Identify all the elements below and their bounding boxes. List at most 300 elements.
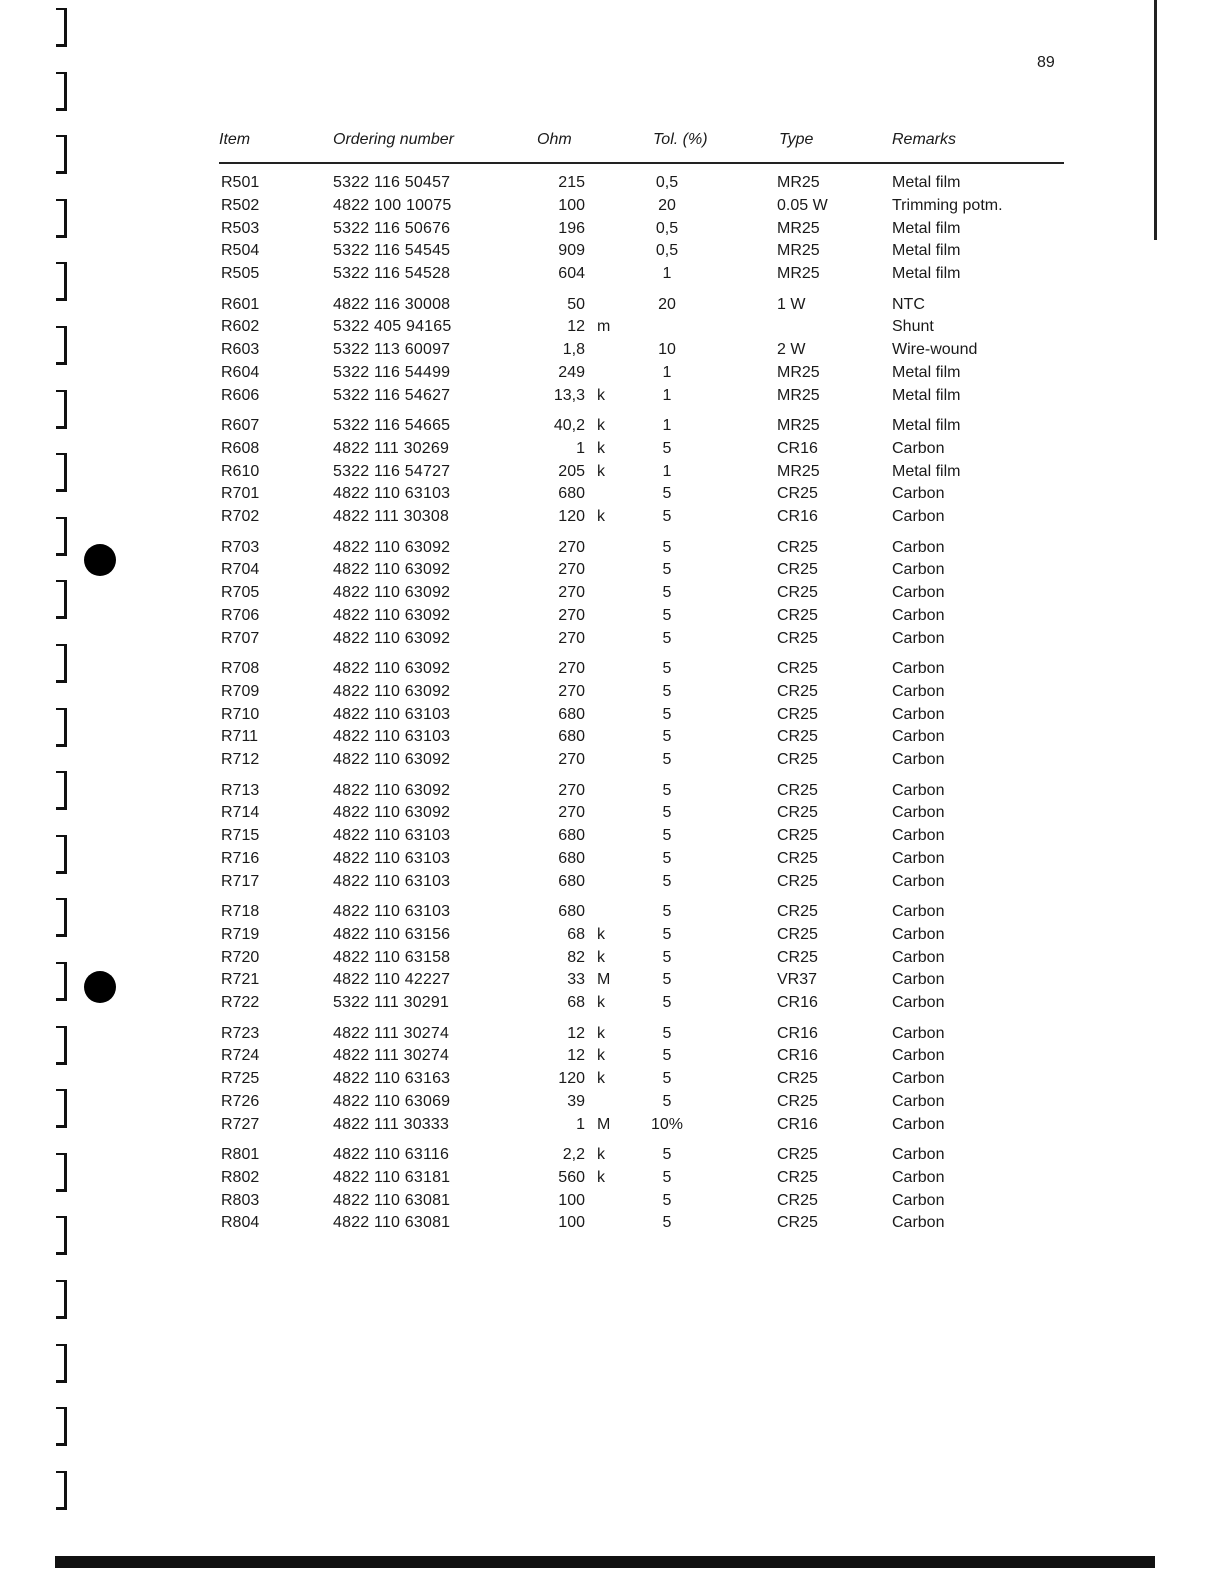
cell-ohm: 680 <box>558 903 585 920</box>
table-row <box>219 827 1064 849</box>
cell-ordering-number: 4822 110 63092 <box>333 781 451 799</box>
cell-type: CR25 <box>777 1191 818 1209</box>
table-row <box>219 903 1064 925</box>
cell-type: CR25 <box>777 903 818 920</box>
cell-type: 2 W <box>777 341 806 359</box>
cell-tolerance: 5 <box>662 508 672 526</box>
table-row <box>219 873 1064 895</box>
cell-ohm: 2,2 <box>562 1146 585 1163</box>
binder-bracket <box>56 1216 67 1255</box>
cell-ordering-number: 4822 110 63103 <box>333 827 451 845</box>
header-ohm: Ohm <box>537 131 572 148</box>
cell-item: R703 <box>221 538 260 556</box>
cell-remarks: Carbon <box>892 606 945 624</box>
cell-tolerance: 20 <box>658 295 676 313</box>
cell-unit: M <box>597 1115 611 1133</box>
binder-bracket <box>56 8 67 47</box>
cell-type: CR25 <box>777 1214 818 1232</box>
cell-ohm: 680 <box>558 485 585 503</box>
cell-ohm: 196 <box>558 219 585 237</box>
cell-ohm: 270 <box>558 606 585 624</box>
cell-unit: M <box>597 971 611 989</box>
cell-remarks: Carbon <box>892 485 945 503</box>
table-row <box>219 728 1064 750</box>
table-row <box>219 242 1064 264</box>
cell-tolerance: 1 <box>662 386 672 404</box>
cell-remarks: Metal film <box>892 219 961 237</box>
cell-tolerance: 5 <box>662 1146 672 1163</box>
cell-ohm: 82 <box>567 948 585 966</box>
cell-ordering-number: 4822 111 30308 <box>333 508 450 526</box>
cell-unit: k <box>597 948 605 966</box>
binder-bracket <box>56 1280 67 1319</box>
table-row <box>219 971 1064 993</box>
cell-ordering-number: 5322 116 54627 <box>333 386 451 404</box>
cell-item: R502 <box>221 196 260 214</box>
table-row <box>219 508 1064 530</box>
cell-item: R706 <box>221 606 260 624</box>
cell-ordering-number: 4822 110 63116 <box>333 1146 450 1163</box>
cell-tolerance: 5 <box>662 827 672 845</box>
cell-ordering-number: 5322 116 54727 <box>333 462 451 480</box>
table-row <box>219 539 1064 561</box>
cell-remarks: Carbon <box>892 561 945 579</box>
cell-item: R721 <box>221 971 260 989</box>
cell-ohm: 13,3 <box>553 386 585 404</box>
punch-hole <box>84 971 116 1003</box>
cell-ohm: 33 <box>567 971 585 989</box>
table-row <box>219 387 1064 409</box>
cell-remarks: Carbon <box>892 925 945 943</box>
cell-ordering-number: 4822 110 63103 <box>333 849 451 867</box>
cell-tolerance: 5 <box>662 804 672 822</box>
cell-unit: k <box>597 462 605 480</box>
cell-type: CR25 <box>777 948 818 966</box>
cell-ohm: 270 <box>558 804 585 822</box>
cell-ordering-number: 5322 116 54545 <box>333 242 451 260</box>
table-row <box>219 782 1064 804</box>
cell-tolerance: 5 <box>662 629 672 647</box>
binder-bracket <box>56 453 67 492</box>
cell-item: R727 <box>221 1115 260 1133</box>
cell-remarks: Metal film <box>892 363 961 381</box>
cell-type: CR16 <box>777 994 818 1012</box>
cell-tolerance: 5 <box>662 561 672 579</box>
table-row <box>219 1047 1064 1069</box>
cell-ohm: 68 <box>567 994 585 1012</box>
cell-ohm: 1 <box>576 1115 585 1133</box>
cell-type: CR16 <box>777 1047 818 1065</box>
header-ordering-number: Ordering number <box>333 131 454 148</box>
binder-bracket <box>56 517 67 556</box>
header-item: Item <box>219 131 251 148</box>
binder-bracket <box>56 1026 67 1065</box>
cell-remarks: Carbon <box>892 1092 945 1110</box>
cell-item: R723 <box>221 1024 260 1042</box>
cell-ordering-number: 4822 110 63092 <box>333 660 451 677</box>
cell-item: R602 <box>221 318 260 336</box>
cell-type: 1 W <box>777 295 806 313</box>
cell-tolerance: 1 <box>662 417 672 434</box>
cell-ordering-number: 5322 116 54665 <box>333 417 451 434</box>
cell-tolerance: 5 <box>662 751 672 769</box>
cell-tolerance: 5 <box>662 1191 672 1209</box>
cell-type: CR16 <box>777 1024 818 1042</box>
table-row <box>219 994 1064 1016</box>
cell-remarks: Carbon <box>892 1047 945 1065</box>
cell-ordering-number: 4822 111 30274 <box>333 1047 450 1065</box>
cell-type: CR16 <box>777 508 818 526</box>
cell-type: MR25 <box>777 174 820 191</box>
binder-bracket <box>56 644 67 683</box>
binder-bracket <box>56 72 67 111</box>
cell-remarks: Carbon <box>892 1070 945 1088</box>
cell-ohm: 270 <box>558 629 585 647</box>
cell-ohm: 270 <box>558 660 585 677</box>
cell-ohm: 100 <box>558 1191 585 1209</box>
cell-item: R720 <box>221 948 260 966</box>
cell-tolerance: 5 <box>662 872 672 890</box>
cell-item: R725 <box>221 1070 260 1088</box>
cell-type: CR25 <box>777 1146 818 1163</box>
cell-ordering-number: 4822 110 63163 <box>333 1070 451 1088</box>
cell-ohm: 680 <box>558 827 585 845</box>
cell-remarks: Metal film <box>892 265 961 283</box>
cell-item: R722 <box>221 994 260 1012</box>
cell-type: MR25 <box>777 219 820 237</box>
page-number: 89 <box>1037 54 1055 71</box>
binder-bracket <box>56 708 67 747</box>
cell-type: CR25 <box>777 751 818 769</box>
cell-type: MR25 <box>777 363 820 381</box>
cell-type: CR25 <box>777 705 818 723</box>
cell-item: R715 <box>221 827 260 845</box>
cell-ohm: 40,2 <box>553 417 585 434</box>
cell-ohm: 249 <box>558 363 585 381</box>
cell-item: R504 <box>221 242 260 260</box>
cell-ohm: 68 <box>567 925 585 943</box>
cell-type: CR25 <box>777 1070 818 1088</box>
table-row <box>219 485 1064 507</box>
bottom-scan-edge <box>55 1556 1155 1568</box>
cell-type: MR25 <box>777 417 820 434</box>
cell-ordering-number: 4822 110 63158 <box>333 948 451 966</box>
cell-unit: k <box>597 1168 605 1186</box>
cell-item: R610 <box>221 462 260 480</box>
cell-type: CR25 <box>777 804 818 822</box>
cell-ordering-number: 4822 111 30333 <box>333 1115 450 1133</box>
table-row <box>219 1214 1064 1236</box>
punch-hole <box>84 544 116 576</box>
cell-item: R716 <box>221 849 260 867</box>
cell-tolerance: 5 <box>662 1168 672 1186</box>
cell-remarks: Carbon <box>892 728 945 746</box>
binder-margin <box>52 0 72 1540</box>
cell-item: R712 <box>221 751 260 769</box>
cell-ordering-number: 4822 116 30008 <box>333 295 451 313</box>
cell-tolerance: 0,5 <box>655 174 679 191</box>
cell-item: R726 <box>221 1092 260 1110</box>
table-row <box>219 174 1064 196</box>
cell-ohm: 1 <box>576 439 585 457</box>
binder-bracket <box>56 390 67 429</box>
cell-item: R704 <box>221 561 260 579</box>
binder-bracket <box>56 262 67 301</box>
cell-ordering-number: 4822 111 30269 <box>333 439 450 457</box>
cell-ordering-number: 4822 110 63069 <box>333 1092 451 1110</box>
header-type: Type <box>779 131 814 148</box>
cell-remarks: Carbon <box>892 849 945 867</box>
cell-type: CR25 <box>777 781 818 799</box>
cell-unit: k <box>597 508 605 526</box>
cell-ordering-number: 4822 111 30274 <box>333 1024 450 1042</box>
cell-tolerance: 1 <box>662 265 672 283</box>
cell-ohm: 39 <box>567 1092 585 1110</box>
cell-ohm: 270 <box>558 584 585 602</box>
cell-item: R803 <box>221 1191 260 1209</box>
cell-tolerance: 5 <box>662 925 672 943</box>
cell-item: R608 <box>221 439 260 457</box>
cell-ohm: 604 <box>558 265 585 283</box>
cell-tolerance: 5 <box>662 1047 672 1065</box>
cell-item: R801 <box>221 1146 260 1163</box>
binder-bracket <box>56 1471 67 1510</box>
cell-ordering-number: 5322 116 50457 <box>333 174 451 191</box>
cell-item: R718 <box>221 903 260 920</box>
table-row <box>219 1192 1064 1214</box>
cell-type: CR25 <box>777 849 818 867</box>
cell-tolerance: 20 <box>658 196 676 214</box>
binder-bracket <box>56 1153 67 1192</box>
cell-remarks: Carbon <box>892 971 945 989</box>
cell-ohm: 12 <box>567 318 585 336</box>
cell-tolerance: 0,5 <box>655 219 679 237</box>
cell-type: MR25 <box>777 242 820 260</box>
cell-ordering-number: 4822 110 63092 <box>333 629 451 647</box>
cell-type: CR25 <box>777 1092 818 1110</box>
table-row <box>219 949 1064 971</box>
cell-type: CR25 <box>777 660 818 677</box>
cell-remarks: Metal film <box>892 417 961 434</box>
cell-remarks: Carbon <box>892 827 945 845</box>
cell-ohm: 270 <box>558 538 585 556</box>
table-row <box>219 440 1064 462</box>
cell-tolerance: 5 <box>662 1214 672 1232</box>
cell-ohm: 1,8 <box>562 341 585 359</box>
cell-unit: k <box>597 1047 605 1065</box>
cell-remarks: Carbon <box>892 1146 945 1163</box>
cell-ordering-number: 5322 116 54528 <box>333 265 451 283</box>
cell-type: CR25 <box>777 682 818 700</box>
cell-item: R709 <box>221 682 260 700</box>
cell-remarks: Carbon <box>892 682 945 700</box>
cell-ordering-number: 4822 110 63103 <box>333 705 451 723</box>
cell-ordering-number: 4822 110 63181 <box>333 1168 451 1186</box>
cell-remarks: Carbon <box>892 872 945 890</box>
cell-tolerance: 1 <box>662 462 672 480</box>
table-row <box>219 706 1064 728</box>
cell-tolerance: 5 <box>662 584 672 602</box>
cell-remarks: Metal film <box>892 462 961 480</box>
table-row <box>219 265 1064 287</box>
cell-ohm: 215 <box>558 174 585 191</box>
cell-item: R719 <box>221 925 260 943</box>
table-row <box>219 850 1064 872</box>
cell-ordering-number: 4822 110 63081 <box>333 1214 451 1232</box>
cell-unit: k <box>597 1146 605 1163</box>
cell-remarks: Carbon <box>892 1115 945 1133</box>
cell-remarks: Carbon <box>892 439 945 457</box>
table-row <box>219 364 1064 386</box>
cell-unit: k <box>597 994 605 1012</box>
cell-tolerance: 5 <box>662 439 672 457</box>
cell-type: CR25 <box>777 584 818 602</box>
cell-item: R603 <box>221 341 260 359</box>
cell-remarks: Carbon <box>892 903 945 920</box>
cell-type: CR16 <box>777 439 818 457</box>
cell-ohm: 680 <box>558 849 585 867</box>
binder-bracket <box>56 962 67 1001</box>
table-row <box>219 1093 1064 1115</box>
cell-tolerance: 5 <box>662 538 672 556</box>
binder-bracket <box>56 1089 67 1128</box>
binder-bracket <box>56 199 67 238</box>
table-row <box>219 584 1064 606</box>
cell-type: CR25 <box>777 728 818 746</box>
cell-item: R714 <box>221 804 260 822</box>
table-row <box>219 751 1064 773</box>
cell-remarks: Carbon <box>892 508 945 526</box>
cell-remarks: Carbon <box>892 804 945 822</box>
cell-type: CR25 <box>777 629 818 647</box>
cell-remarks: Trimming potm. <box>892 196 1003 214</box>
right-margin-rule <box>1154 0 1157 240</box>
cell-tolerance: 5 <box>662 781 672 799</box>
cell-item: R802 <box>221 1168 260 1186</box>
cell-type: CR25 <box>777 538 818 556</box>
cell-ordering-number: 4822 110 63092 <box>333 561 451 579</box>
cell-tolerance: 5 <box>662 948 672 966</box>
cell-remarks: Carbon <box>892 584 945 602</box>
cell-item: R705 <box>221 584 260 602</box>
cell-tolerance: 5 <box>662 606 672 624</box>
binder-bracket <box>56 1344 67 1383</box>
cell-ohm: 560 <box>558 1168 585 1186</box>
cell-ohm: 909 <box>558 242 585 260</box>
cell-ordering-number: 4822 110 42227 <box>333 971 451 989</box>
cell-remarks: Carbon <box>892 781 945 799</box>
cell-type: CR25 <box>777 925 818 943</box>
cell-ohm: 680 <box>558 872 585 890</box>
cell-tolerance: 5 <box>662 849 672 867</box>
cell-tolerance: 5 <box>662 903 672 920</box>
table-row <box>219 341 1064 363</box>
table-row <box>219 318 1064 340</box>
cell-type: CR25 <box>777 561 818 579</box>
table-row <box>219 220 1064 242</box>
cell-item: R710 <box>221 705 260 723</box>
cell-unit: k <box>597 417 605 434</box>
cell-remarks: Carbon <box>892 1191 945 1209</box>
cell-ohm: 120 <box>558 1070 585 1088</box>
cell-type: CR16 <box>777 1115 818 1133</box>
table-row <box>219 561 1064 583</box>
cell-ordering-number: 5322 116 50676 <box>333 219 451 237</box>
cell-remarks: Carbon <box>892 660 945 677</box>
cell-ohm: 270 <box>558 781 585 799</box>
cell-unit: m <box>597 318 611 336</box>
cell-tolerance: 10% <box>650 1115 684 1133</box>
cell-tolerance: 5 <box>662 682 672 700</box>
cell-ordering-number: 5322 116 54499 <box>333 363 451 381</box>
cell-ohm: 100 <box>558 1214 585 1232</box>
cell-ordering-number: 4822 110 63103 <box>333 872 451 890</box>
cell-ordering-number: 4822 110 63156 <box>333 925 451 943</box>
binder-bracket <box>56 835 67 874</box>
table-row <box>219 296 1064 318</box>
cell-remarks: Carbon <box>892 1214 945 1232</box>
table-row <box>219 417 1064 439</box>
cell-item: R503 <box>221 219 260 237</box>
cell-remarks: Carbon <box>892 1168 945 1186</box>
cell-ohm: 270 <box>558 751 585 769</box>
table-row <box>219 1169 1064 1191</box>
cell-type: MR25 <box>777 462 820 480</box>
cell-ohm: 12 <box>567 1047 585 1065</box>
cell-item: R711 <box>221 728 259 746</box>
table-row <box>219 926 1064 948</box>
cell-ordering-number: 4822 110 63103 <box>333 728 451 746</box>
binder-bracket <box>56 135 67 174</box>
table-row <box>219 197 1064 219</box>
binder-bracket <box>56 771 67 810</box>
cell-remarks: Metal film <box>892 242 961 260</box>
table-row <box>219 1146 1064 1168</box>
cell-ordering-number: 4822 110 63103 <box>333 903 451 920</box>
cell-unit: k <box>597 925 605 943</box>
cell-ohm: 680 <box>558 705 585 723</box>
cell-ordering-number: 5322 113 60097 <box>333 341 451 359</box>
cell-item: R601 <box>221 295 260 313</box>
cell-type: MR25 <box>777 265 820 283</box>
table-row <box>219 804 1064 826</box>
cell-ohm: 50 <box>567 295 585 313</box>
cell-ordering-number: 5322 405 94165 <box>333 318 452 336</box>
cell-remarks: NTC <box>892 295 925 313</box>
cell-type: VR37 <box>777 971 818 989</box>
cell-unit: k <box>597 1024 605 1042</box>
cell-ordering-number: 4822 110 63092 <box>333 804 451 822</box>
cell-item: R804 <box>221 1214 260 1232</box>
cell-type: 0.05 W <box>777 196 828 214</box>
cell-item: R604 <box>221 363 260 381</box>
cell-ohm: 680 <box>558 728 585 746</box>
cell-item: R501 <box>221 174 260 191</box>
binder-bracket <box>56 580 67 619</box>
cell-tolerance: 5 <box>662 994 672 1012</box>
cell-ohm: 205 <box>558 462 585 480</box>
binder-bracket <box>56 898 67 937</box>
table-row <box>219 630 1064 652</box>
cell-ordering-number: 4822 110 63092 <box>333 751 451 769</box>
binder-bracket <box>56 1407 67 1446</box>
cell-tolerance: 10 <box>658 341 676 359</box>
cell-ohm: 270 <box>558 682 585 700</box>
cell-type: CR25 <box>777 1168 818 1186</box>
table-row <box>219 607 1064 629</box>
cell-tolerance: 5 <box>662 485 672 503</box>
table-row <box>219 660 1064 682</box>
